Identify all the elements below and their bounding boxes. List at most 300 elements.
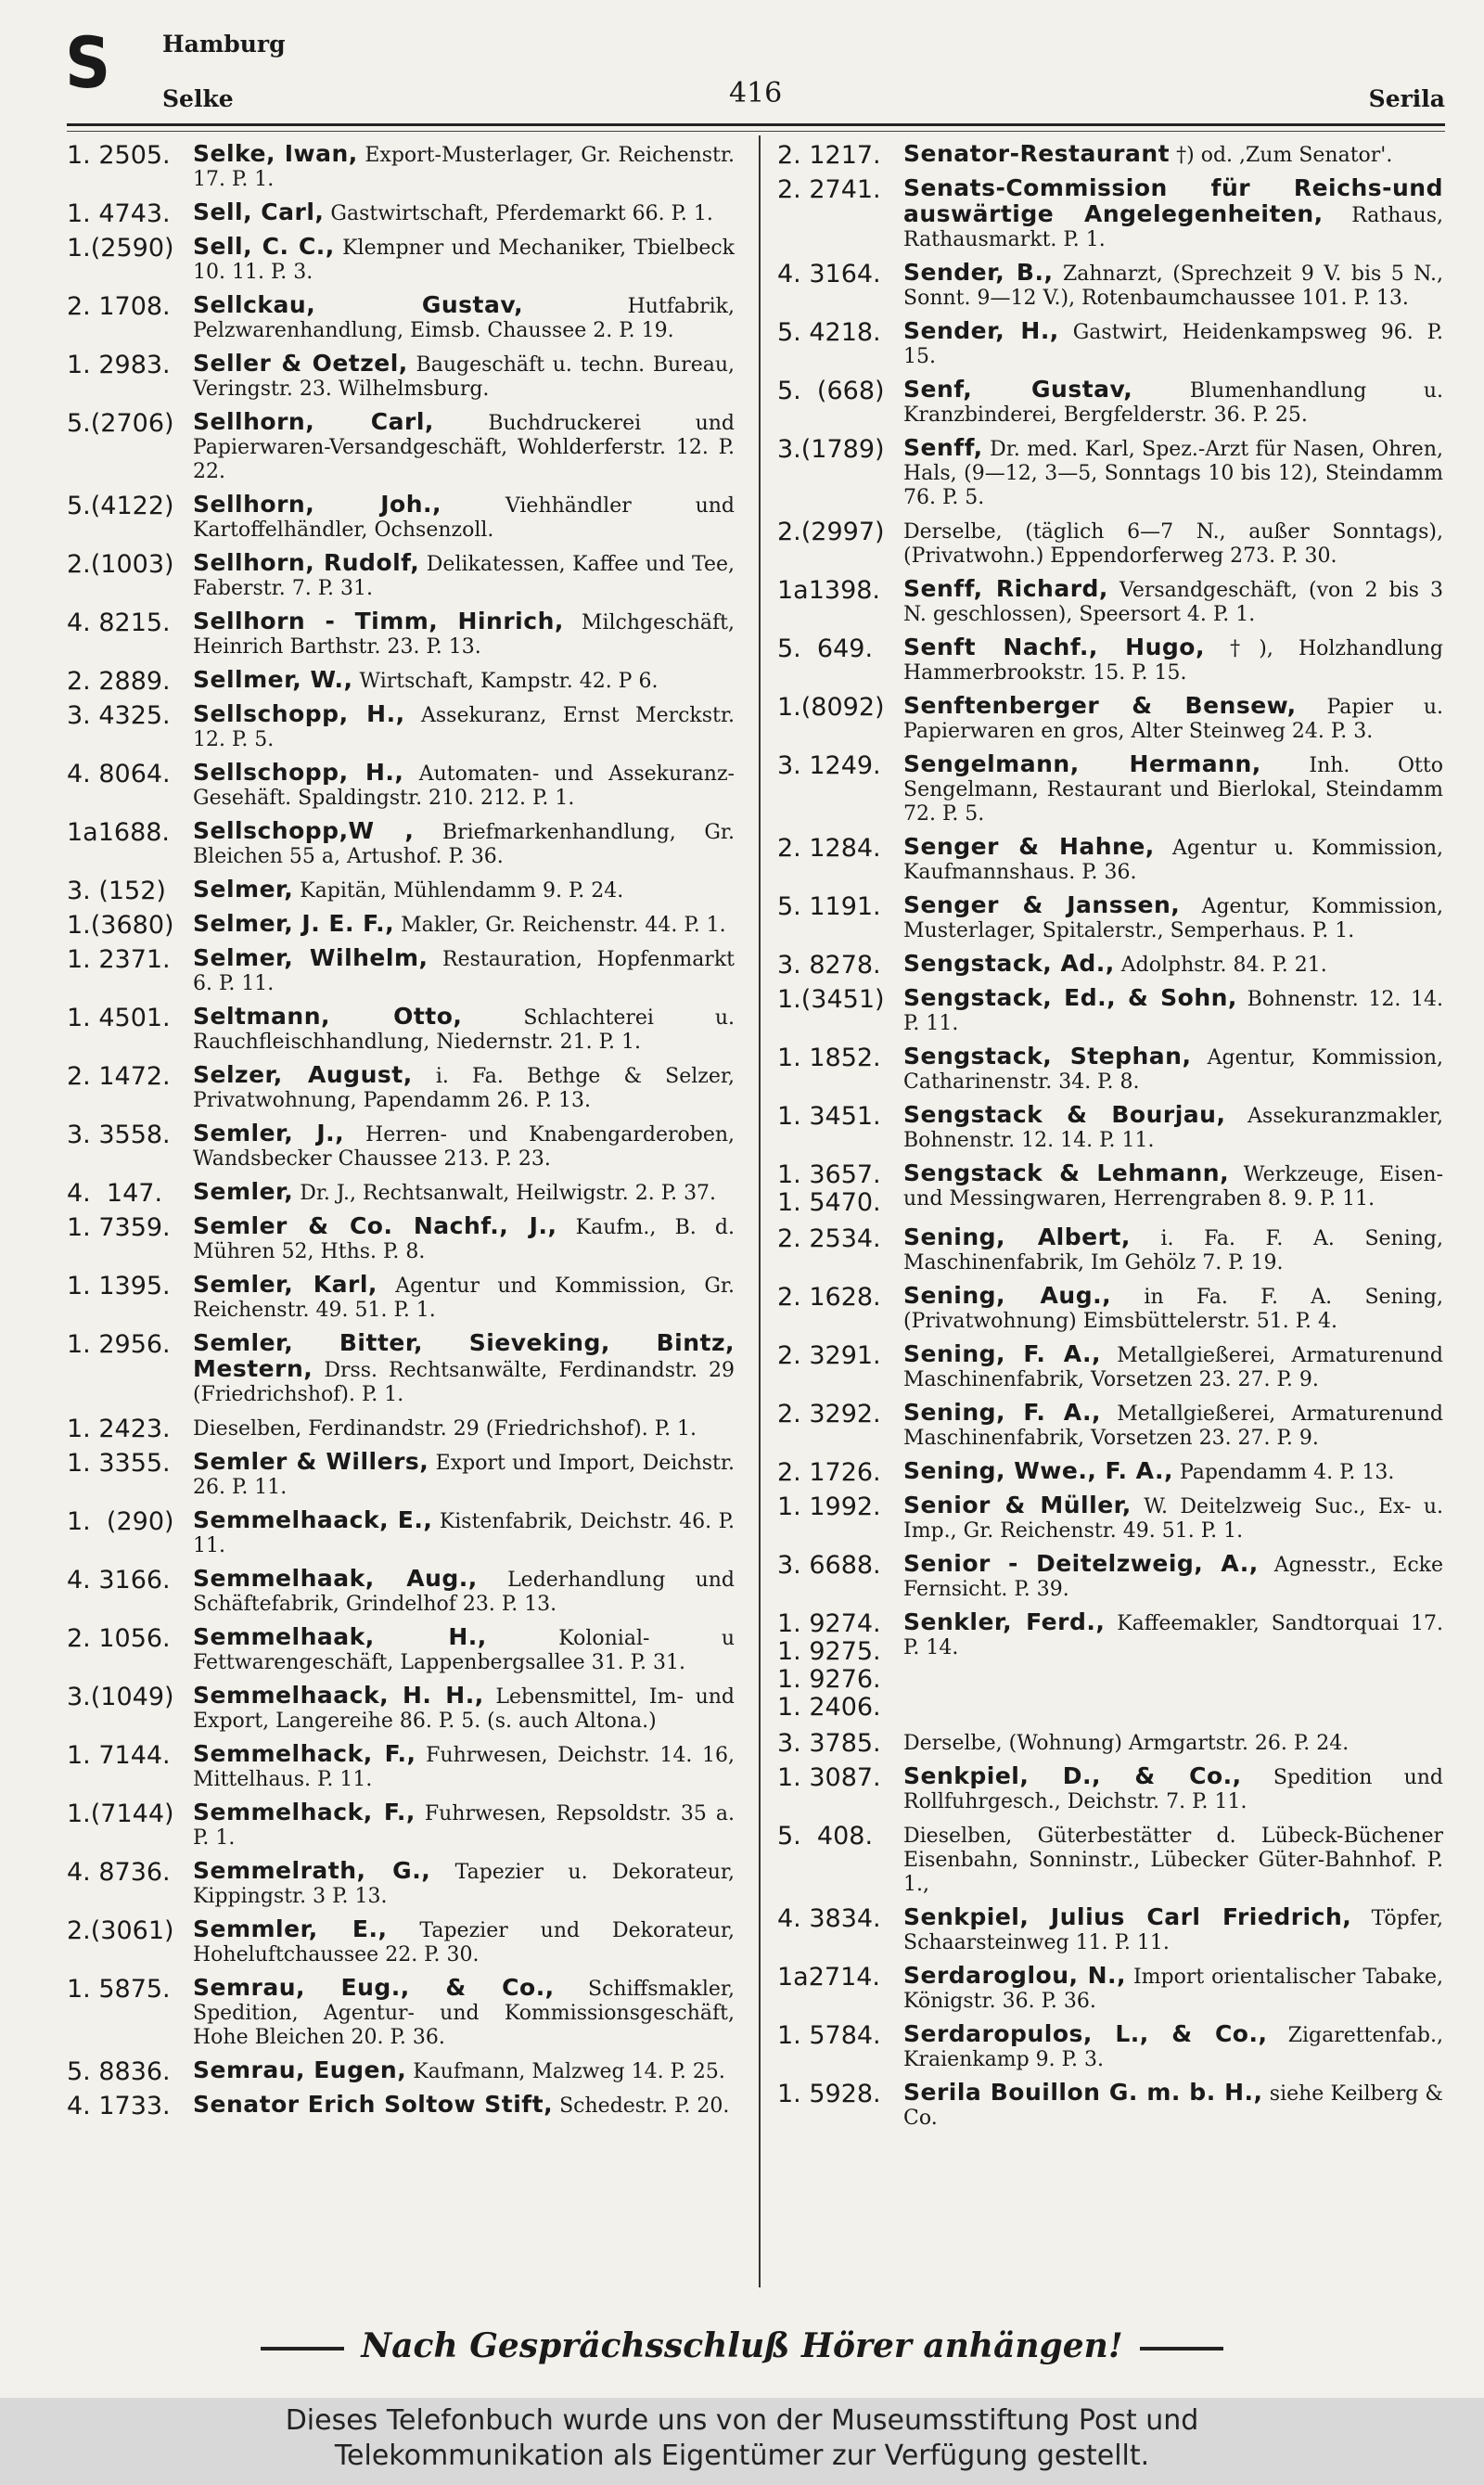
entry-body xyxy=(903,1459,1443,1485)
phone-number: 1a1688. xyxy=(67,818,171,847)
entry-body xyxy=(903,1103,1443,1153)
entry-details: Papier u. Papierwaren en gros, Alter Steinweg 24. P. 3. xyxy=(903,696,1443,743)
directory-entry xyxy=(67,1273,735,1323)
directory-entry xyxy=(777,1764,1443,1814)
entry-details: †), Holzhandlung Hammerbrookstr. 15. P. 15. xyxy=(903,637,1443,685)
entry-details: Lebensmittel, Im- und Export, Langereihe 86. P. 5. (s. auch Altona.) xyxy=(193,1685,735,1733)
directory-entry xyxy=(777,1225,1443,1275)
phone-number: 1. 3087. xyxy=(777,1763,881,1792)
entry-body xyxy=(193,1567,735,1617)
phone-number: 1. 4501. xyxy=(67,1004,171,1032)
left-column xyxy=(67,142,735,2127)
entry-body xyxy=(193,761,735,811)
entry-body xyxy=(193,668,735,694)
phone-number: 2. 1284. xyxy=(777,834,881,863)
phone-number: 5. 8836. xyxy=(67,2057,171,2086)
entry-body xyxy=(193,1859,735,1909)
directory-entry xyxy=(777,436,1443,510)
directory-entry xyxy=(777,1342,1443,1392)
directory-entry xyxy=(67,946,735,996)
entry-details: Kolonial- u Fettwarengeschäft, Lappenbergsallee 31. P. 31. xyxy=(193,1627,736,1674)
subscriber-name: Sender, H., xyxy=(903,317,1059,344)
header-city: Hamburg xyxy=(162,31,286,58)
entry-details: Hutfabrik, Pelzwarenhandlung, Eimsb. Chaussee 2. P. 19. xyxy=(193,295,736,342)
entry-details: Gastwirt, Heidenkampsweg 96. P. 15. xyxy=(903,321,1443,368)
phone-number: 1. 4743. xyxy=(67,199,171,228)
entry-details: Zahnarzt, (Sprechzeit 9 V. bis 5 N., Sonnt. 9—12 V.), Rotenbaumchaussee 101. P. 13. xyxy=(903,263,1444,310)
entry-body xyxy=(193,2058,735,2084)
entry-details: Viehhändler und Kartoffelhändler, Ochsenzoll. xyxy=(193,494,735,542)
phone-number: 1. 5875. xyxy=(67,1975,171,2004)
entry-details: Inh. Otto Sengelmann, Restaurant und Bierlokal, Steindamm 72. P. 5. xyxy=(903,754,1443,826)
phone-number: 4. 3834. xyxy=(777,1904,881,1933)
directory-entry xyxy=(777,1284,1443,1334)
subscriber-name: Senkler, Ferd., xyxy=(903,1608,1106,1635)
phone-number: 5. 1191. xyxy=(777,892,881,921)
directory-entry xyxy=(67,1859,735,1909)
entry-body xyxy=(903,1730,1443,1756)
subscriber-name: Sening, F. A., xyxy=(903,1340,1102,1367)
directory-entry xyxy=(67,2093,735,2119)
phone-number: 2. 3292. xyxy=(777,1400,881,1428)
entry-details: Agentur und Kommission, Gr. Reichenstr. 49. 51. P. 1. xyxy=(193,1275,736,1322)
subscriber-name: Sellmer, W., xyxy=(193,666,353,693)
entry-details: Buchdruckerei und Papierwaren-Versandgeschäft, Wohlderferstr. 12. P. 22. xyxy=(193,412,735,483)
phone-number: 1. 2956. xyxy=(67,1330,171,1359)
entry-body xyxy=(903,986,1443,1036)
directory-entry xyxy=(777,519,1443,569)
phone-number: 2.(3061) xyxy=(67,1916,174,1945)
entry-body xyxy=(903,1493,1443,1544)
entry-body xyxy=(903,2022,1443,2072)
entry-details: Derselbe, (Wohnung) Armgartstr. 26. P. 24. xyxy=(903,1732,1350,1755)
entry-details: Lederhandlung und Schäftefabrik, Grindelhof 23. P. 13. xyxy=(193,1569,735,1616)
subscriber-name: Sell, Carl, xyxy=(193,199,325,225)
entry-details: Export-Musterlager, Gr. Reichenstr. 17. P. 1. xyxy=(193,144,735,191)
entry-body xyxy=(903,893,1443,943)
subscriber-name: Selmer, Wilhelm, xyxy=(193,944,429,971)
subscriber-name: Senator-Restaurant xyxy=(903,140,1171,167)
subscriber-name: Semmelhaack, E., xyxy=(193,1506,433,1533)
header-rule xyxy=(67,123,1445,126)
directory-entry xyxy=(67,1415,735,1441)
entry-body xyxy=(193,352,735,402)
entry-details: Agentur u. Kommission, Kaufmannshaus. P. 36. xyxy=(903,837,1443,884)
entry-details: Fuhrwesen, Deichstr. 14. 16, Mittelhaus. P. 11. xyxy=(193,1744,735,1791)
phone-number: 2. 1472. xyxy=(67,1062,171,1091)
header-last-entry: Serila xyxy=(1368,85,1445,112)
phone-number: 1. 5784. xyxy=(777,2021,881,2050)
phone-number: 2. 1217. xyxy=(777,141,881,170)
subscriber-name: Sening, F. A., xyxy=(903,1399,1102,1426)
entry-details: Dieselben, Ferdinandstr. 29 (Friedrichshof). P. 1. xyxy=(193,1417,697,1441)
phone-number: 5.(2706) xyxy=(67,409,174,438)
directory-entry xyxy=(777,577,1443,627)
notice-line-1: Dieses Telefonbuch wurde uns von der Museumsstiftung Post und xyxy=(285,2404,1199,2437)
subscriber-name: Senior & Müller, xyxy=(903,1492,1132,1518)
directory-entry xyxy=(67,352,735,402)
directory-entry xyxy=(777,378,1443,428)
directory-entry xyxy=(777,1964,1443,2014)
subscriber-name: Senior - Deitelzweig, A., xyxy=(903,1550,1259,1577)
directory-entry xyxy=(67,1742,735,1792)
section-letter: S xyxy=(65,21,111,104)
entry-details: Versandgeschäft, (von 2 bis 3 N. geschlossen), Speersort 4. P. 1. xyxy=(903,579,1443,626)
entry-body xyxy=(193,1121,735,1172)
directory-entry xyxy=(67,819,735,869)
phone-number: 3. (152) xyxy=(67,877,166,905)
entry-details: Automaten- und Assekuranz-Gesehäft. Spaldingstr. 210. 212. P. 1. xyxy=(193,762,735,810)
directory-entry xyxy=(67,200,735,226)
entry-details: Delikatessen, Kaffee und Tee, Faberstr. 7. P. 31. xyxy=(193,553,735,600)
entry-details: Herren- und Knabengarderoben, Wandsbecker Chaussee 213. P. 23. xyxy=(193,1123,736,1171)
entry-details: Kaufm., B. d. Mühren 52, Hths. P. 8. xyxy=(193,1216,735,1263)
entry-details: Rathaus, Rathausmarkt. P. 1. xyxy=(903,204,1443,251)
entry-body xyxy=(903,952,1443,978)
entry-body xyxy=(193,1005,735,1055)
header-rule-thin xyxy=(67,131,1445,132)
entry-body xyxy=(903,1284,1443,1334)
phone-number: 1. 3451. xyxy=(777,1102,881,1131)
header-first-entry: Selke xyxy=(162,85,234,112)
entry-body xyxy=(903,142,1443,168)
entry-details: Metallgießerei, Armaturenund Maschinenfabrik, Vorsetzen 23. 27. P. 9. xyxy=(903,1403,1443,1450)
entry-body xyxy=(193,1684,735,1734)
entry-details: i. Fa. F. A. Sening, Maschinenfabrik, Im Gehölz 7. P. 19. xyxy=(903,1227,1443,1275)
entry-body xyxy=(193,200,735,226)
entry-body xyxy=(903,835,1443,885)
directory-entry xyxy=(67,761,735,811)
subscriber-name: Senff, xyxy=(903,434,983,461)
phone-number: 4. 147. xyxy=(67,1179,163,1208)
entry-body xyxy=(193,293,735,343)
subscriber-name: Semler & Co. Nachf., J., xyxy=(193,1212,557,1239)
entry-details: Schiffsmakler, Spedition, Agentur- und Kommissionsgeschäft, Hohe Bleichen 20. P. 36. xyxy=(193,1978,735,2049)
phone-number: 5. (668) xyxy=(777,377,885,405)
column-divider xyxy=(759,135,761,2287)
directory-entry xyxy=(777,893,1443,943)
entry-body xyxy=(193,1800,735,1851)
entry-details: Dr. J., Rechtsanwalt, Heilwigstr. 2. P. 37. xyxy=(300,1182,717,1205)
entry-details: Agentur, Kommission, Catharinenstr. 34. P. 8. xyxy=(903,1046,1443,1094)
page-number: 416 xyxy=(729,77,783,109)
entry-body xyxy=(903,1401,1443,1451)
entry-details: Fuhrwesen, Repsoldstr. 35 a. P. 1. xyxy=(193,1802,736,1850)
phone-number: 1. 9274. 1. 9275. 1. 9276. 1. 2406. xyxy=(777,1609,881,1722)
entry-body xyxy=(193,609,735,660)
directory-entry xyxy=(67,1331,735,1407)
subscriber-name: Semmelhaack, H. H., xyxy=(193,1682,484,1709)
phone-number: 5. 649. xyxy=(777,634,874,663)
subscriber-name: Semmelhaak, Aug., xyxy=(193,1565,478,1592)
directory-entry xyxy=(777,1161,1443,1217)
entry-body xyxy=(193,1214,735,1264)
directory-entry xyxy=(67,1180,735,1206)
subscriber-name: Serila Bouillon G. m. b. H., xyxy=(903,2079,1263,2106)
phone-number: 1. 2505. xyxy=(67,141,171,170)
entry-body xyxy=(903,1610,1443,1722)
subscriber-name: Serdaroglou, N., xyxy=(903,1962,1127,1989)
directory-entry xyxy=(777,2081,1443,2131)
entry-details: Kistenfabrik, Deichstr. 46. P. 11. xyxy=(193,1510,735,1557)
entry-body xyxy=(903,1225,1443,1275)
directory-entry xyxy=(777,1610,1443,1722)
entry-details: Zigarettenfab., Kraienkamp 9. P. 3. xyxy=(903,2024,1443,2071)
subscriber-name: Senff, Richard, xyxy=(903,575,1108,602)
entry-details: Kaufmann, Malzweg 14. P. 25. xyxy=(413,2060,725,2083)
directory-entry xyxy=(777,952,1443,978)
subscriber-name: Selke, Iwan, xyxy=(193,140,358,167)
directory-entry xyxy=(67,702,735,752)
entry-body xyxy=(193,1742,735,1792)
entry-details: Tapezier u. Dekorateur, Kippingstr. 3 P. 13. xyxy=(193,1861,735,1908)
entry-body xyxy=(193,410,735,484)
directory-entry xyxy=(67,1005,735,1055)
entry-body xyxy=(903,577,1443,627)
subscriber-name: Senger & Hahne, xyxy=(903,833,1155,860)
entry-details: in Fa. F. A. Sening, (Privatwohnung) Eimsbüttelerstr. 51. P. 4. xyxy=(903,1286,1443,1333)
phone-number: 2. 1056. xyxy=(67,1624,171,1653)
subscriber-name: Sellhorn, Carl, xyxy=(193,408,434,435)
phone-number: 3. 6688. xyxy=(777,1551,881,1580)
entry-body xyxy=(903,1964,1443,2014)
entry-details: Dr. med. Karl, Spez.-Arzt für Nasen, Ohren, Hals, (9—12, 3—5, Sonntags 10 bis 12), Steindamm 76. P. 5. xyxy=(903,438,1443,509)
subscriber-name: Sellschopp, H., xyxy=(193,700,405,727)
phone-number: 2. 2741. xyxy=(777,175,881,204)
entry-details: Dieselben, Güterbestätter d. Lübeck-Büchener Eisenbahn, Sonninstr., Lübecker Güter-Bahnhof. P. 1., xyxy=(903,1825,1443,1896)
subscriber-name: Senkpiel, D., & Co., xyxy=(903,1762,1242,1789)
subscriber-name: Senger & Janssen, xyxy=(903,891,1181,918)
phone-number: 1. 5928. xyxy=(777,2080,881,2108)
phone-number: 4. 8064. xyxy=(67,760,171,788)
entry-details: Metallgießerei, Armaturenund Maschinenfabrik, Vorsetzen 23. 27. P. 9. xyxy=(903,1344,1443,1391)
footer-slogan xyxy=(0,2326,1484,2365)
entry-details: siehe Keilberg & Co. xyxy=(903,2082,1443,2130)
entry-details: Briefmarkenhandlung, Gr. Bleichen 55 a, Artushof. P. 36. xyxy=(193,821,735,868)
subscriber-name: Sening, Wwe., F. A., xyxy=(903,1457,1173,1484)
entry-body xyxy=(193,1331,735,1407)
phone-number: 4. 8215. xyxy=(67,608,171,637)
phone-number: 3. 3558. xyxy=(67,1121,171,1149)
directory-entry xyxy=(67,1800,735,1851)
phone-number: 1. 1992. xyxy=(777,1492,881,1521)
directory-entry xyxy=(67,1214,735,1264)
subscriber-name: Sell, C. C., xyxy=(193,233,335,260)
entry-details: Spedition und Rollfuhrgesch., Deichstr. 7. P. 11. xyxy=(903,1766,1444,1813)
entry-body xyxy=(193,912,735,938)
directory-entry xyxy=(777,1730,1443,1756)
subscriber-name: Semler, xyxy=(193,1178,294,1205)
directory-entry xyxy=(67,1063,735,1113)
directory-entry xyxy=(777,1401,1443,1451)
subscriber-name: Semmelhaak, H., xyxy=(193,1623,487,1650)
phone-number: 5.(4122) xyxy=(67,492,174,520)
entry-details: Klempner und Mechaniker, Tbielbeck 10. 11. P. 3. xyxy=(193,237,735,284)
phone-number: 4. 1733. xyxy=(67,2092,171,2120)
directory-entry xyxy=(777,635,1443,685)
subscriber-name: Semrau, Eug., & Co., xyxy=(193,1974,555,2001)
subscriber-name: Senf, Gustav, xyxy=(903,376,1133,403)
entry-body xyxy=(193,1063,735,1113)
phone-number: 4. 3164. xyxy=(777,260,881,288)
phone-number: 3. 4325. xyxy=(67,701,171,730)
phone-number: 2. 1708. xyxy=(67,292,171,321)
phone-number: 1. 7144. xyxy=(67,1741,171,1770)
phone-number: 2. 2889. xyxy=(67,667,171,696)
phone-number: 1. 2371. xyxy=(67,945,171,974)
directory-entry xyxy=(67,877,735,903)
phone-number: 3.(1789) xyxy=(777,435,885,464)
entry-body xyxy=(193,493,735,543)
entry-body xyxy=(903,1342,1443,1392)
subscriber-name: Senats-Commission für Reichs-und auswärtige Angelegenheiten, xyxy=(903,174,1443,227)
entry-details: Kapitän, Mühlendamm 9. P. 24. xyxy=(300,879,624,903)
directory-entry xyxy=(777,1905,1443,1955)
entry-details: Drss. Rechtsanwälte, Ferdinandstr. 29 (Friedrichshof). P. 1. xyxy=(193,1359,735,1406)
phone-number: 3. 1249. xyxy=(777,751,881,780)
entry-body xyxy=(193,235,735,285)
subscriber-name: Seltmann, Otto, xyxy=(193,1003,463,1030)
subscriber-name: Semler, Bitter, Sieveking, Bintz, Mestern, xyxy=(193,1329,735,1382)
entry-details: Import orientalischer Tabake, Königstr. 36. P. 36. xyxy=(903,1966,1443,2013)
directory-entry xyxy=(777,2022,1443,2072)
directory-entry xyxy=(67,1684,735,1734)
directory-entry xyxy=(777,835,1443,885)
phone-number: 4. 8736. xyxy=(67,1858,171,1887)
phone-number: 1. 1852. xyxy=(777,1044,881,1072)
entry-body xyxy=(193,1625,735,1675)
entry-body xyxy=(903,1764,1443,1814)
phone-number: 1a2714. xyxy=(777,1963,881,1992)
subscriber-name: Sengstack, Stephan, xyxy=(903,1043,1192,1070)
phone-number: 1.(3680) xyxy=(67,911,174,940)
subscriber-name: Selzer, August, xyxy=(193,1061,413,1088)
entry-details: Restauration, Hopfenmarkt 6. P. 11. xyxy=(193,948,735,995)
subscriber-name: Semmelhack, F., xyxy=(193,1740,416,1767)
subscriber-name: Sellhorn - Timm, Hinrich, xyxy=(193,608,564,634)
directory-entry xyxy=(67,410,735,484)
directory-entry xyxy=(67,1450,735,1500)
phone-number: 2. 1726. xyxy=(777,1458,881,1487)
entry-details: W. Deitelzweig Suc., Ex- u. Imp., Gr. Reichenstr. 49. 51. P. 1. xyxy=(903,1495,1444,1543)
entry-body xyxy=(903,1552,1443,1602)
phone-number: 3. 3785. xyxy=(777,1729,881,1758)
entry-body xyxy=(903,436,1443,510)
notice-line-2: Telekommunikation als Eigentümer zur Verfügung gestellt. xyxy=(334,2440,1150,2472)
entry-details: Wirtschaft, Kampstr. 42. P 6. xyxy=(359,670,659,693)
subscriber-name: Sengstack & Bourjau, xyxy=(903,1101,1226,1128)
entry-body xyxy=(193,702,735,752)
entry-details: Tapezier und Dekorateur, Hoheluftchaussee 22. P. 30. xyxy=(193,1919,736,1966)
entry-details: Assekuranz, Ernst Merckstr. 12. P. 5. xyxy=(193,704,735,751)
directory-entry xyxy=(67,912,735,938)
phone-number: 1. 3657. 1. 5470. xyxy=(777,1160,881,1217)
entry-body xyxy=(193,1450,735,1500)
phone-number: 1. 1395. xyxy=(67,1272,171,1300)
entry-body xyxy=(903,1161,1443,1217)
directory-entry xyxy=(777,986,1443,1036)
subscriber-name: Sening, Albert, xyxy=(903,1223,1131,1250)
phone-number: 3.(1049) xyxy=(67,1683,174,1711)
subscriber-name: Sengstack & Lehmann, xyxy=(903,1159,1230,1186)
entry-body xyxy=(903,378,1443,428)
entry-details: Agnesstr., Ecke Fernsicht. P. 39. xyxy=(903,1554,1444,1601)
phone-number: 1.(8092) xyxy=(777,693,885,722)
entry-body xyxy=(903,1905,1443,1955)
phone-number: 1.(2590) xyxy=(67,234,174,263)
entry-details: Adolphstr. 84. P. 21. xyxy=(1120,954,1327,977)
entry-body xyxy=(193,2093,735,2119)
entry-details: Agentur, Kommission, Musterlager, Spitalerstr., Semperhaus. P. 1. xyxy=(903,895,1443,942)
phone-number: 1.(7144) xyxy=(67,1800,174,1828)
directory-entry xyxy=(777,752,1443,826)
entry-details: Papendamm 4. P. 13. xyxy=(1179,1461,1395,1484)
subscriber-name: Senkpiel, Julius Carl Friedrich, xyxy=(903,1903,1352,1930)
directory-entry xyxy=(777,1103,1443,1153)
slogan-text: Nach Gesprächsschluß Hörer anhängen! xyxy=(361,2326,1123,2365)
phone-number: 1. (290) xyxy=(67,1507,174,1536)
entry-body xyxy=(903,176,1443,252)
subscriber-name: Sellschopp, H., xyxy=(193,759,404,786)
entry-details: Töpfer, Schaarsteinweg 11. P. 11. xyxy=(903,1907,1443,1954)
phone-number: 1. 2983. xyxy=(67,351,171,379)
entry-details: i. Fa. Bethge & Selzer, Privatwohnung, Papendamm 26. P. 13. xyxy=(193,1065,735,1112)
entry-details: Makler, Gr. Reichenstr. 44. P. 1. xyxy=(401,914,726,937)
entry-details: Assekuranzmakler, Bohnenstr. 12. 14. P. 11. xyxy=(903,1105,1443,1152)
entry-details: Baugeschäft u. techn. Bureau, Veringstr. 23. Wilhelmsburg. xyxy=(193,353,735,401)
subscriber-name: Sening, Aug., xyxy=(903,1282,1112,1309)
entry-body xyxy=(903,519,1443,569)
entry-body xyxy=(193,1273,735,1323)
directory-entry xyxy=(67,609,735,660)
directory-entry xyxy=(777,142,1443,168)
entry-details: Export und Import, Deichstr. 26. P. 11. xyxy=(193,1452,735,1499)
directory-entry xyxy=(67,2058,735,2084)
phone-number: 1. 7359. xyxy=(67,1213,171,1242)
subscriber-name: Serdaropulos, L., & Co., xyxy=(903,2020,1268,2047)
subscriber-name: Sellhorn, Rudolf, xyxy=(193,549,420,576)
directory-entry xyxy=(67,1121,735,1172)
directory-entry xyxy=(67,1976,735,2050)
subscriber-name: Senator Erich Soltow Stift, xyxy=(193,2091,554,2118)
entry-details: Milchgeschäft, Heinrich Barthstr. 23. P. 13. xyxy=(193,611,735,659)
entry-details: Schlachterei u. Rauchfleischhandlung, Niedernstr. 21. P. 1. xyxy=(193,1006,735,1054)
directory-entry xyxy=(67,493,735,543)
subscriber-name: Semler & Willers, xyxy=(193,1448,429,1475)
entry-body xyxy=(193,142,735,192)
directory-entry xyxy=(777,1493,1443,1544)
phone-number: 2.(1003) xyxy=(67,550,174,579)
subscriber-name: Seller & Oetzel, xyxy=(193,350,408,377)
subscriber-name: Senft Nachf., Hugo, xyxy=(903,634,1205,660)
entry-details: †) od. ,Zum Senator'. xyxy=(1176,144,1393,167)
phone-number: 1a1398. xyxy=(777,576,881,605)
slogan-dash-right xyxy=(1140,2347,1223,2351)
subscriber-name: Selmer, J. E. F., xyxy=(193,910,395,937)
directory-entry xyxy=(777,319,1443,369)
subscriber-name: Semler, J., xyxy=(193,1120,345,1146)
phone-number: 2. 1628. xyxy=(777,1283,881,1312)
subscriber-name: Semmelhack, F., xyxy=(193,1799,416,1825)
directory-entry xyxy=(777,1823,1443,1897)
phone-number: 4. 3166. xyxy=(67,1566,171,1595)
directory-entry xyxy=(777,261,1443,311)
entry-body xyxy=(193,551,735,601)
directory-entry xyxy=(67,293,735,343)
slogan-dash-left xyxy=(261,2347,344,2351)
directory-entry xyxy=(67,1508,735,1558)
entry-details: Schedestr. P. 20. xyxy=(559,2094,730,2118)
